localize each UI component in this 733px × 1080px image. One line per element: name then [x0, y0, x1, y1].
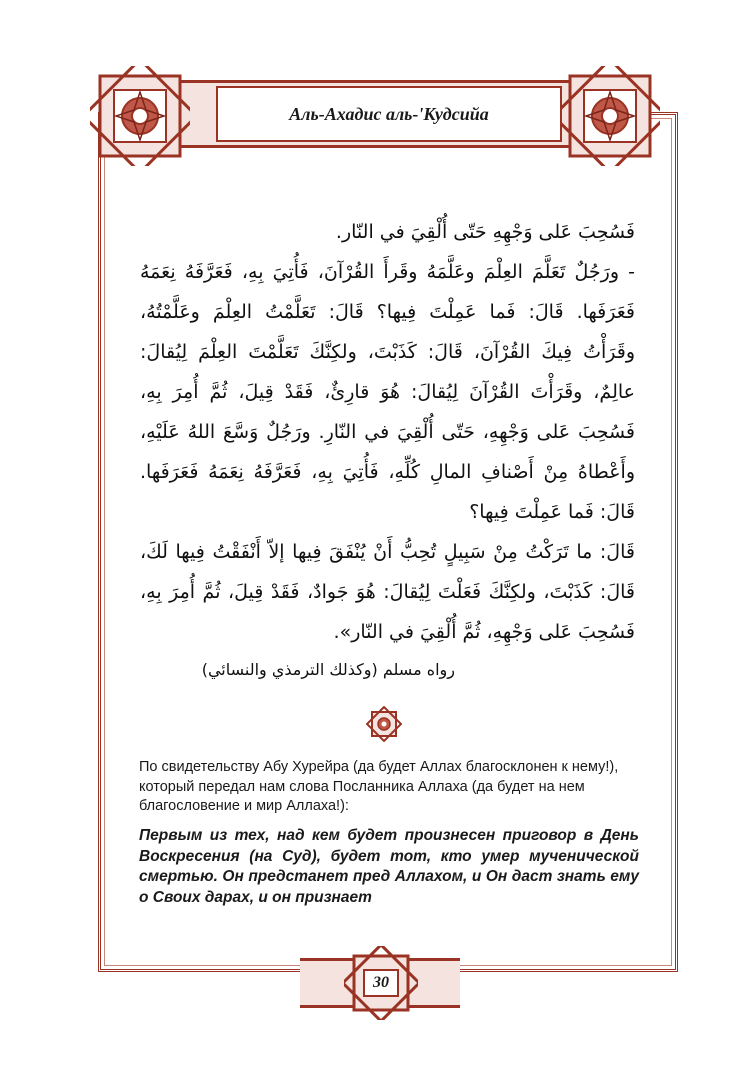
arabic-paragraph: - ورَجُلٌ تَعَلَّمَ العِلْمَ وعَلَّمَهُ وقَرأَ القُرْآنَ، فَأُتِيَ بِهِ، فَعَرَّفَهُ نِعَمَهُ فَعَرَفَها. قَالَ: فَما عَمِلْتَ فِيها؟ قَالَ: تَعَلَّمْتُ العِلْمَ وعَلَّمْتُهُ، وقَرَأْتُ فِيكَ القُرْآنَ، قَالَ: كَذَبْتَ، ولكِنَّكَ تَعَلَّمْتَ العِلْمَ لِيُقالَ: عالِمٌ، وقَرَأْتَ القُرْآنَ لِيُقالَ: هُوَ قارِئٌ، فَقَدْ قِيلَ، ثُمَّ أُمِرَ بِهِ، فَسُحِبَ عَلى وَجْهِهِ، حَتّى أُلْقِيَ في النّارِ. ورَجُلٌ وَسَّعَ اللهُ عَلَيْهِ، وأَعْطاهُ مِنْ أَصْنافِ المالِ كُلِّهِ، فَأُتِيَ بِهِ، فَعَرَّفَهُ نِعَمَهُ فَعَرَفَها. قَالَ: فَما عَمِلْتَ فِيها؟ [140, 261, 635, 523]
running-header-title: Аль-Ахадис аль-'Кудсийа [289, 103, 489, 124]
arabic-paragraph: فَسُحِبَ عَلى وَجْهِهِ حَتّى أُلْقِيَ في النّار. [335, 221, 635, 243]
arabic-source-attribution: رواه مسلم (وكذلك الترمذي والنسائي) [201, 660, 455, 679]
corner-ornament-right-icon [560, 66, 660, 166]
corner-ornament-left-icon [90, 66, 190, 166]
russian-hadith-translation: Первым из тех, над кем будет произнесен приговор в День Воскресения (на Суд), будет тот, кто умер мученической смертью. Он предстанет пред Аллахом, и Он даст знать ему о Своих дарах, и он признает [139, 827, 639, 906]
arabic-hadith-text [140, 212, 635, 652]
russian-intro-text: По свидетельству Абу Хурейра (да будет Аллах благосклонен к нему!), который передал нам слова Посланника Аллаха (да будет на нем благословение и мир Аллаха!): [139, 759, 619, 814]
arabic-paragraph: قَالَ: ما تَرَكْتُ مِنْ سَبِيلٍ تُحِبُّ أَنْ يُنْفَقَ فِيها إلاّ أَنْفَقْتُ فِيها لَكَ، قَالَ: كَذَبْتَ، ولكِنَّكَ فَعَلْتَ لِيُقالَ: هُوَ جَوادٌ، فَقَدْ قِيلَ، ثُمَّ أُمِرَ بِهِ، فَسُحِبَ عَلى وَجْهِهِ، ثُمَّ أُلْقِيَ في النّار». [140, 541, 635, 643]
divider-ornament-icon [366, 706, 402, 742]
page-number: 30 [373, 974, 389, 991]
